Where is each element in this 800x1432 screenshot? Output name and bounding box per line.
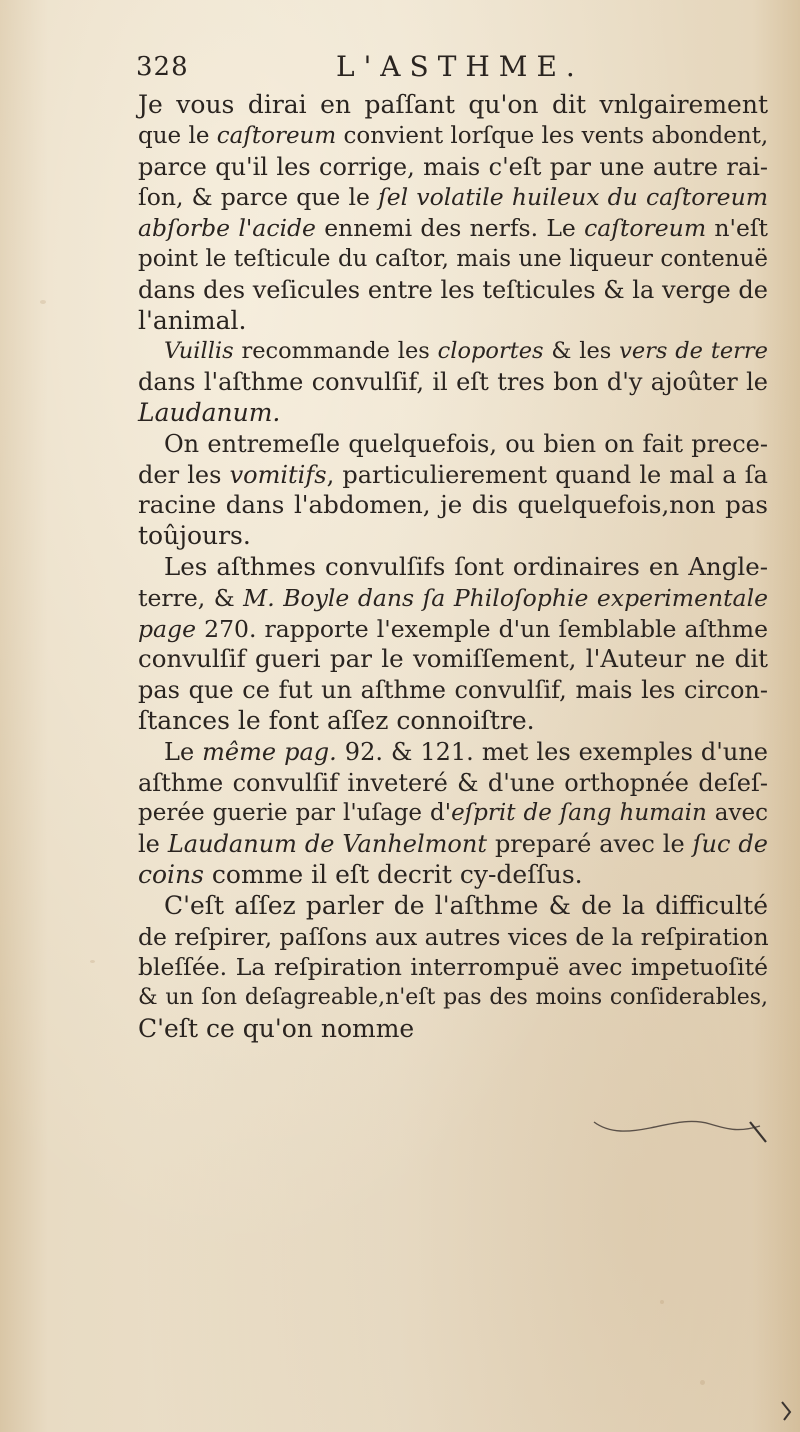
text-segment: dans des veſicules entre les teſticules & la verge de — [138, 275, 768, 304]
text-segment: n'eſt — [706, 214, 768, 243]
text-segment: convient lorſque les vents abondent, — [336, 122, 769, 149]
text-segment: aſthme convulſif inveteré & d'une orthopnée deſeſ- — [138, 768, 768, 797]
italic-text: abſorbe l'acide — [138, 214, 316, 243]
text-line — [138, 952, 768, 983]
text-segment: pas que ce fut un aſthme convulſif, mais les circon- — [138, 676, 768, 705]
text-segment: dans l'aſthme convulſif, il eſt tres bon d'y ajoûter le — [138, 368, 768, 397]
italic-text: Vuillis — [164, 338, 234, 365]
text-segment: 92. & 121. met les exemples d'une — [336, 737, 768, 766]
text-segment: Je vous dirai en paſſant qu'on dit vnlgairement — [138, 90, 768, 119]
text-line — [138, 829, 768, 860]
text-segment: C'eſt aſſez parler de l'aſthme & de la difficulté — [164, 890, 768, 920]
text-segment: le — [138, 830, 168, 859]
text-segment: que le — [138, 122, 217, 149]
text-line — [138, 644, 768, 675]
text-segment: der les — [138, 460, 230, 489]
text-line — [138, 706, 768, 737]
text-line — [138, 675, 768, 706]
text-line — [138, 213, 768, 244]
text-line — [138, 429, 768, 460]
text-line — [138, 583, 768, 614]
text-segment: de reſpirer, paſſons aux autres vices de la reſpiration — [138, 922, 769, 951]
text-segment: point le teſticule du caſtor, mais une liqueur contenuë — [138, 245, 768, 272]
italic-text: cloportes — [437, 338, 544, 365]
paper-spot — [660, 1300, 664, 1304]
text-segment: recommande les — [233, 338, 438, 365]
italic-text: ſuc de — [692, 830, 768, 859]
text-segment: & un ſon deſagreable,n'eſt pas des moins conſiderables, — [138, 985, 768, 1011]
text-segment: comme il eſt decrit cy-deſſus. — [203, 859, 583, 889]
italic-text: caſtoreum — [584, 214, 707, 243]
italic-text: Laudanum de Vanhelmont — [167, 830, 487, 859]
paper-spot — [700, 1380, 705, 1385]
text-line — [138, 768, 768, 799]
text-line — [138, 1014, 768, 1045]
page-number: 328 — [136, 52, 189, 82]
text-line — [138, 552, 768, 583]
text-segment: Les aſthmes convulſifs ſont ordinaires en Angle- — [164, 551, 768, 581]
italic-text: Laudanum. — [138, 397, 281, 427]
italic-text: coins — [138, 859, 204, 889]
italic-text: vomitifs — [229, 460, 327, 489]
text-segment: perée guerie par l'uſage d' — [138, 800, 452, 827]
text-line — [138, 860, 768, 891]
corner-mark — [780, 1400, 794, 1422]
italic-text: M. Boyle dans ſa Philoſophie experimentale — [243, 583, 768, 612]
paper-spot — [90, 960, 95, 963]
text-segment: parce qu'il les corrige, mais c'eſt par une autre rai- — [138, 152, 768, 181]
italic-text: vers de terre — [619, 338, 768, 365]
text-line — [138, 922, 768, 953]
text-segment: toûjours. — [138, 521, 251, 551]
text-line — [138, 737, 768, 768]
text-segment: & les — [543, 338, 620, 365]
text-segment: avec — [706, 800, 768, 827]
text-segment: preparé avec le — [486, 830, 693, 859]
text-segment: ſon, & parce que le — [138, 183, 379, 212]
running-title: L'ASTHME. — [336, 50, 584, 83]
text-segment: ennemi des nerfs. Le — [315, 214, 585, 243]
text-line — [138, 275, 768, 306]
text-segment: bleſſée. La reſpiration interrompuë avec impetuoſité — [138, 953, 768, 982]
text-line — [138, 983, 768, 1014]
italic-text: eſprit de ſang humain — [451, 800, 707, 827]
text-line — [138, 891, 768, 922]
text-line — [138, 121, 768, 152]
text-segment: racine dans l'abdomen, je dis quelquefois,non pas — [138, 490, 768, 520]
pen-scrawl — [590, 1112, 780, 1152]
text-segment: ſtances le font aſſez connoiſtre. — [138, 705, 535, 735]
text-segment: Le — [164, 737, 203, 766]
italic-text: caſtoreum — [216, 122, 337, 149]
text-line — [138, 306, 768, 337]
text-line — [138, 152, 768, 183]
text-segment: On entremeſle quelquefois, ou bien on fait prece- — [164, 429, 768, 458]
paper-spot — [40, 300, 46, 304]
text-segment: , particulierement quand le mal a ſa — [326, 460, 768, 489]
italic-text: page — [138, 614, 197, 643]
text-segment: terre, & — [138, 583, 244, 612]
text-segment: C'eſt ce qu'on nomme — [138, 1013, 415, 1043]
text-line — [138, 398, 768, 429]
text-segment: convulſif gueri par le vomiſſement, l'Auteur ne dit — [138, 644, 768, 674]
body-text — [138, 90, 768, 1045]
page-header — [136, 48, 756, 88]
text-line — [138, 182, 768, 213]
text-line — [138, 367, 768, 398]
text-line — [138, 90, 768, 121]
text-line — [138, 490, 768, 521]
text-line — [138, 336, 768, 367]
text-line — [138, 798, 768, 829]
text-line — [138, 614, 768, 645]
text-line — [138, 244, 768, 275]
italic-text: même pag. — [202, 737, 337, 766]
italic-text: ſel volatile huileux du caſtoreum — [378, 183, 768, 212]
text-line — [138, 460, 768, 491]
text-line — [138, 521, 768, 552]
text-segment: l'animal. — [138, 305, 247, 335]
text-segment: 270. rapporte l'exemple d'un ſemblable aſthme — [196, 614, 768, 643]
